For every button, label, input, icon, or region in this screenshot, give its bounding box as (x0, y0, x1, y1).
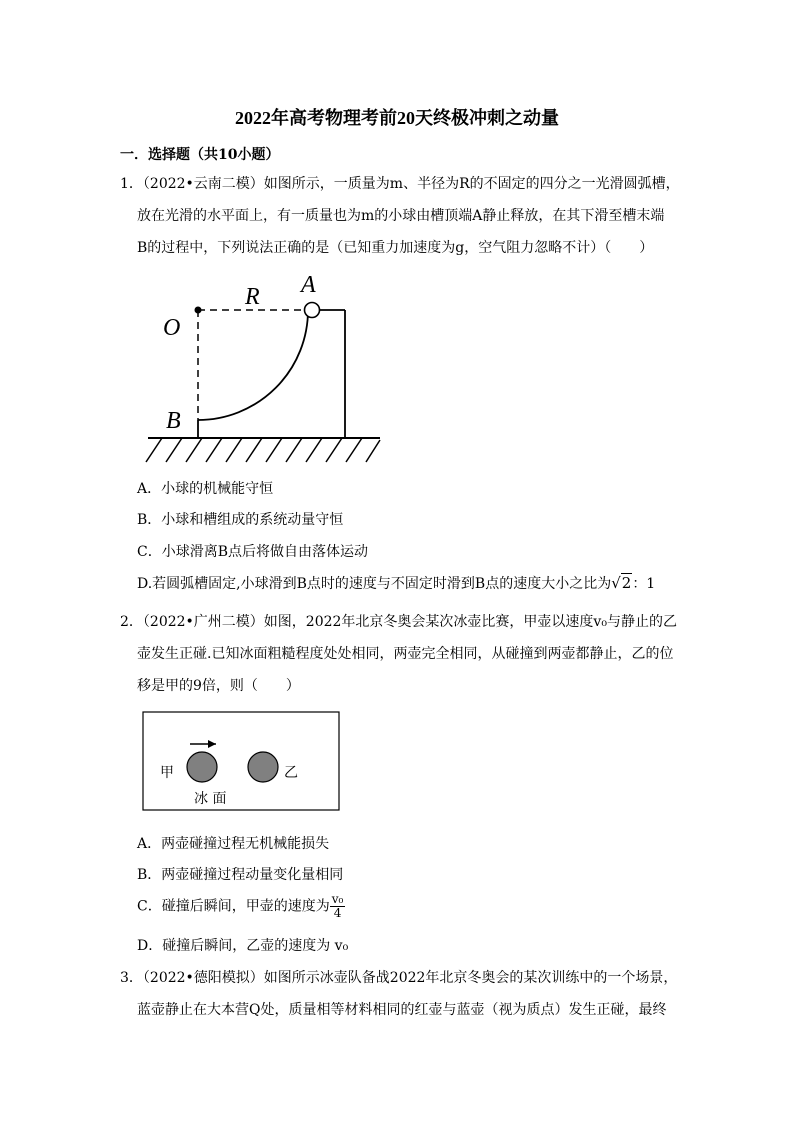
fraction-v0-over-4 (330, 893, 346, 920)
label-r: R (245, 284, 260, 310)
q1-stem-line3: B的过程中，下列说法正确的是（已知重力加速度为g，空气阻力忽略不计）（ ） (137, 240, 654, 256)
page-title: 2022年高考物理考前20天终极冲刺之动量 (235, 108, 559, 128)
ball-at-a (305, 303, 320, 318)
q2-curling-figure (142, 711, 342, 813)
label-a: A (301, 272, 316, 298)
stone-yi (248, 752, 278, 782)
q3-stem-line2: 蓝壶静止在大本营Q处，质量相等材料相同的红壶与蓝壶（视为质点）发生正碰，最终 (137, 1002, 667, 1018)
q2-option-c (137, 893, 345, 920)
q2-stem-line1: 2．（2022•广州二模）如图，2022年北京冬奥会某次冰壶比赛，甲壶以速度v₀与静止的乙 (120, 614, 677, 630)
q2-option-d: D．碰撞后瞬间，乙壶的速度为 v₀ (137, 938, 349, 954)
ice-frame (143, 712, 339, 810)
q1-option-a: A．小球的机械能守恒 (137, 481, 274, 497)
fraction-denominator: 4 (333, 906, 342, 920)
q2-option-a: A．两壶碰撞过程无机械能损失 (137, 836, 330, 852)
section-heading: 一．选择题（共10小题） (120, 147, 280, 163)
q1-stem-line2: 放在光滑的水平面上，有一质量也为m的小球由槽顶端A静止释放，在其下滑至槽末端 (137, 208, 665, 224)
q2-option-b: B．两壶碰撞过程动量变化量相同 (137, 867, 344, 883)
label-o: O (163, 315, 181, 341)
q2-stem-line3: 移是甲的9倍，则（ ） (137, 678, 300, 694)
q1-option-d-ratio: ：1 (632, 576, 656, 592)
label-ice: 冰 面 (194, 791, 227, 807)
q1-option-d (137, 573, 655, 593)
sqrt-radicand: 2 (621, 574, 632, 592)
q1-arc-groove-figure (140, 270, 390, 470)
q1-stem-line1: 1．（2022•云南二模）如图所示，一质量为m、半径为R的不固定的四分之一光滑圆弧槽， (120, 176, 680, 192)
q2-option-c-text: C．碰撞后瞬间，甲壶的速度为 (137, 898, 330, 915)
sqrt-symbol: √2 (611, 574, 632, 592)
q1-option-b: B．小球和槽组成的系统动量守恒 (137, 512, 344, 528)
label-jia: 甲 (160, 765, 174, 781)
q1-option-c: C．小球滑离B点后将做自由落体运动 (137, 544, 368, 560)
q3-stem-line1: 3．（2022•德阳模拟）如图所示冰壶队备战2022年北京冬奥会的某次训练中的一个场景， (120, 970, 678, 986)
q2-stem-line2: 壶发生正碰.已知冰面粗糙程度处处相同，两壶完全相同，从碰撞到两壶都静止，乙的位 (137, 646, 674, 662)
q1-option-d-text: D.若圆弧槽固定,小球滑到B点时的速度与不固定时滑到B点的速度大小之比为 (137, 576, 612, 592)
label-yi: 乙 (284, 765, 298, 781)
stone-jia (187, 752, 217, 782)
label-b: B (166, 408, 181, 434)
arc-surface (198, 310, 308, 420)
ground-hatching (146, 438, 380, 462)
fraction-numerator: v₀ (331, 892, 344, 906)
